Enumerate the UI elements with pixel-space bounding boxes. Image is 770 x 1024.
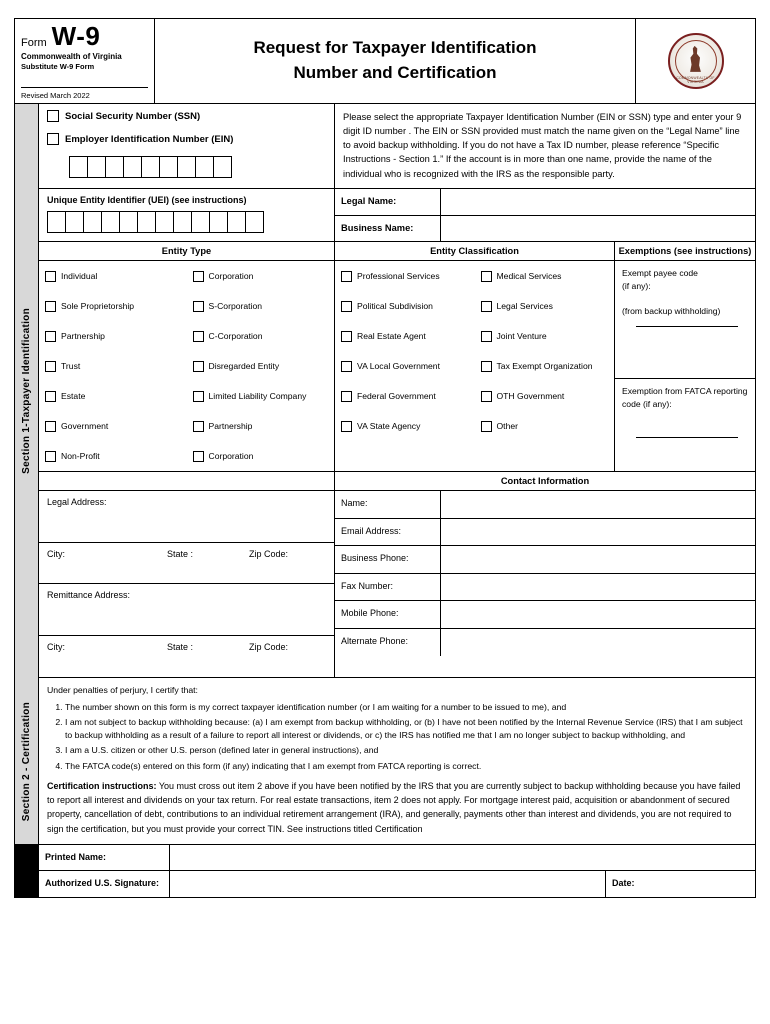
certification-item: 2. I am not subject to backup withholding because: (a) I am exempt from backup withholding, or (b) I have not been notified by the Internal Revenue Service (IRS) that I am subject to backup withholding as a result of a failure to report all interest or dividends, or c) the IRS has notified me that I am no longer subject to backup withholding, and: [65, 716, 745, 741]
legal-name-input[interactable]: [440, 189, 755, 215]
certification-instructions-label: Certification instructions:: [47, 780, 157, 791]
exempt-payee-label-1: Exempt payee code: [622, 268, 698, 278]
option-label: Tax Exempt Organization: [496, 361, 593, 371]
business-name-row: [335, 216, 755, 242]
checkbox-icon[interactable]: [45, 391, 56, 402]
contact-spacer: [39, 472, 335, 490]
certification-item: 1. The number shown on this form is my correct taxpayer identification number (or I am waiting for a number to be issued to me), and: [65, 701, 745, 714]
option-label: Limited Liability Company: [208, 391, 307, 401]
legal-name-label: Legal Name:: [341, 196, 397, 206]
legal-city-label: City:: [47, 549, 65, 559]
entity-type-option[interactable]: [187, 351, 335, 381]
remittance-zip-label: Zip Code:: [249, 642, 289, 652]
form-header: [14, 18, 756, 104]
entity-class-option[interactable]: [475, 261, 615, 291]
printed-name-label: Printed Name:: [45, 852, 107, 863]
contact-email-row: [335, 519, 755, 547]
entity-type-option[interactable]: [187, 321, 335, 351]
entity-class-option[interactable]: [475, 291, 615, 321]
address-column: [39, 491, 335, 677]
form-word-label: Form: [21, 36, 47, 49]
section2-tab: [15, 678, 39, 844]
tin-digit-box[interactable]: [213, 156, 232, 178]
entity-class-option[interactable]: [335, 381, 475, 411]
fatca-input-line[interactable]: [636, 437, 738, 438]
certification-intro: Under penalties of perjury, I certify that:: [47, 685, 198, 695]
signature-wrap: [14, 845, 756, 898]
tin-row: [39, 104, 755, 189]
ein-checkbox-icon[interactable]: [47, 133, 59, 145]
entity-class-option[interactable]: [475, 351, 615, 381]
option-label: Medical Services: [496, 271, 562, 281]
entity-type-option[interactable]: [39, 291, 187, 321]
uei-digit-box[interactable]: [191, 211, 210, 233]
entity-class-option[interactable]: [335, 261, 475, 291]
tin-digit-box[interactable]: [141, 156, 160, 178]
exemptions-column: [615, 261, 755, 471]
checkbox-icon[interactable]: [45, 421, 56, 432]
form-title-line2: Number and Certification: [293, 63, 497, 82]
legal-zip-label: Zip Code:: [249, 549, 289, 559]
entity-classification-header: Entity Classification: [335, 242, 615, 260]
ssn-option[interactable]: [47, 110, 326, 122]
entity-type-option[interactable]: [187, 261, 335, 291]
tin-digit-box[interactable]: [105, 156, 124, 178]
checkbox-icon[interactable]: [481, 361, 492, 372]
option-label: Disregarded Entity: [208, 361, 280, 371]
uei-digit-box[interactable]: [173, 211, 192, 233]
agency-name: Commonwealth of Virginia: [21, 51, 122, 61]
contact-business-phone-row: [335, 546, 755, 574]
checkbox-icon[interactable]: [193, 361, 204, 372]
checkbox-icon[interactable]: [45, 301, 56, 312]
option-label: Joint Venture: [496, 331, 547, 341]
virginia-seal-icon: [668, 33, 724, 89]
authorized-signature-label: Authorized U.S. Signature:: [45, 878, 160, 889]
entity-class-option[interactable]: [335, 321, 475, 351]
tin-digit-box[interactable]: [123, 156, 142, 178]
seal-container: [635, 19, 755, 103]
entity-type-option[interactable]: [39, 351, 187, 381]
printed-name-row: [39, 845, 755, 871]
remittance-address-label: Remittance Address:: [47, 590, 131, 600]
option-label: OTH Government: [496, 391, 565, 401]
contact-name-row: [335, 491, 755, 519]
entity-type-grid: [39, 261, 334, 471]
entity-class-col2: [475, 261, 615, 441]
entity-type-option[interactable]: [187, 381, 335, 411]
fatca-label-1: Exemption from FATCA reporting: [622, 386, 748, 396]
entity-classification-column: [335, 261, 615, 471]
option-label: Partnership: [208, 421, 253, 431]
tin-digit-box[interactable]: [159, 156, 178, 178]
name-fields: [335, 189, 755, 241]
entity-type-option[interactable]: [39, 411, 187, 441]
tin-digit-box[interactable]: [177, 156, 196, 178]
section1-tab-label: Section 1-Taxpayer Identification: [21, 308, 32, 474]
entity-headers-row: [39, 242, 755, 261]
uei-name-row: [39, 189, 755, 242]
contact-alternate-input[interactable]: [440, 629, 755, 657]
entity-type-option[interactable]: [187, 441, 335, 471]
option-label: Professional Services: [357, 271, 440, 281]
section1-content: [39, 104, 755, 678]
form-title-block: [155, 19, 635, 103]
option-label: Government: [61, 421, 109, 431]
certification-text: [39, 678, 755, 844]
contact-mobile-row: [335, 601, 755, 629]
uei-digit-box[interactable]: [101, 211, 120, 233]
option-label: C-Corporation: [208, 331, 263, 341]
remittance-city-row[interactable]: [39, 636, 334, 677]
entity-classification-grid: [335, 261, 614, 441]
checkbox-icon[interactable]: [193, 421, 204, 432]
entity-class-col1: [335, 261, 475, 441]
form-number: W-9: [51, 21, 101, 51]
option-label: VA State Agency: [357, 421, 421, 431]
checkbox-icon[interactable]: [193, 451, 204, 462]
ein-label: Employer Identification Number (EIN): [65, 133, 234, 145]
tin-digit-boxes[interactable]: [69, 156, 326, 178]
option-label: Sole Proprietorship: [61, 301, 135, 311]
certification-list: [47, 701, 745, 773]
contact-name-label: Name:: [341, 498, 368, 508]
section1-tab: [15, 104, 39, 678]
uei-digit-box[interactable]: [227, 211, 246, 233]
exempt-payee-input-line[interactable]: [636, 326, 738, 327]
certification-item: 4. The FATCA code(s) entered on this form (if any) indicating that I am exempt from FATCA reporting is correct.: [65, 760, 745, 773]
section2-tab-label: Section 2 - Certification: [21, 701, 32, 821]
entity-class-option[interactable]: [475, 411, 615, 441]
legal-name-row: [335, 189, 755, 216]
date-field[interactable]: [605, 871, 755, 897]
contact-email-input[interactable]: [440, 519, 755, 546]
uei-label: Unique Entity Identifier (UEI) (see instructions): [47, 195, 247, 205]
exempt-payee-block: [615, 261, 755, 379]
exempt-payee-label-2: (if any):: [622, 280, 651, 291]
contact-information-header: Contact Information: [500, 476, 590, 486]
authorized-signature-input[interactable]: [169, 871, 605, 897]
checkbox-icon[interactable]: [193, 271, 204, 282]
contact-fax-row: [335, 574, 755, 602]
option-label: Trust: [61, 361, 81, 371]
section1-wrap: [14, 104, 756, 678]
option-label: Other: [496, 421, 518, 431]
uei-digit-box[interactable]: [155, 211, 174, 233]
fatca-label-2: code (if any):: [622, 398, 672, 409]
option-label: Corporation: [208, 271, 254, 281]
option-label: Non-Profit: [61, 451, 100, 461]
form-identity-block: [15, 19, 155, 103]
remittance-city-label: City:: [47, 642, 65, 652]
entity-class-option[interactable]: [475, 381, 615, 411]
checkbox-icon[interactable]: [481, 391, 492, 402]
tin-selection: [39, 104, 335, 188]
contact-mobile-label: Mobile Phone:: [341, 608, 399, 618]
legal-address-city-row[interactable]: [39, 543, 334, 584]
contact-fax-input[interactable]: [440, 574, 755, 601]
entity-type-header: Entity Type: [39, 242, 335, 260]
signature-black-bar: [15, 845, 39, 897]
checkbox-icon[interactable]: [341, 331, 352, 342]
entity-type-option[interactable]: [39, 261, 187, 291]
checkbox-icon[interactable]: [341, 391, 352, 402]
checkbox-icon[interactable]: [45, 451, 56, 462]
entity-type-option[interactable]: [39, 321, 187, 351]
revision-date: Revised March 2022: [21, 87, 148, 100]
form-subtitle: Substitute W-9 Form: [21, 61, 95, 71]
exempt-payee-label-3: (from backup withholding): [622, 305, 721, 316]
checkbox-icon[interactable]: [341, 361, 352, 372]
fatca-block: [615, 379, 755, 444]
option-label: Real Estate Agent: [357, 331, 426, 341]
entity-class-option[interactable]: [335, 411, 475, 441]
option-label: Individual: [61, 271, 98, 281]
checkbox-icon[interactable]: [481, 421, 492, 432]
seal-caption: COMMONWEALTH OF VIRGINIA: [676, 76, 715, 84]
option-label: Corporation: [208, 451, 254, 461]
printed-name-input[interactable]: [169, 845, 755, 870]
contact-alternate-row: [335, 629, 755, 657]
checkbox-icon[interactable]: [45, 361, 56, 372]
checkbox-icon[interactable]: [341, 271, 352, 282]
checkbox-icon[interactable]: [341, 301, 352, 312]
signature-row: [39, 871, 755, 897]
entity-type-option[interactable]: [187, 411, 335, 441]
certification-item: 3. I am a U.S. citizen or other U.S. person (defined later in general instructions), and: [65, 744, 745, 757]
contact-alternate-label: Alternate Phone:: [341, 635, 409, 646]
entity-type-col2: [187, 261, 335, 471]
ssn-label: Social Security Number (SSN): [65, 110, 201, 122]
entity-type-option[interactable]: [39, 381, 187, 411]
exemptions-header: Exemptions (see instructions): [618, 246, 752, 256]
checkbox-icon[interactable]: [193, 301, 204, 312]
entity-type-col1: [39, 261, 187, 471]
uei-digit-box[interactable]: [65, 211, 84, 233]
entity-class-option[interactable]: [335, 351, 475, 381]
ssn-checkbox-icon[interactable]: [47, 110, 59, 122]
checkbox-icon[interactable]: [193, 391, 204, 402]
uei-digit-box[interactable]: [83, 211, 102, 233]
option-label: Political Subdivision: [357, 301, 433, 311]
legal-address-label: Legal Address:: [47, 497, 107, 507]
contact-mobile-input[interactable]: [440, 601, 755, 628]
section2-wrap: [14, 678, 756, 845]
contact-body-row: [39, 491, 755, 678]
tin-digit-box[interactable]: [69, 156, 88, 178]
uei-block: [39, 189, 335, 241]
business-name-label: Business Name:: [341, 222, 414, 233]
legal-address-field[interactable]: [39, 491, 334, 543]
seal-figure: [687, 46, 705, 72]
uei-digit-boxes[interactable]: [47, 211, 326, 233]
contact-business-phone-input[interactable]: [440, 546, 755, 573]
certification-instructions-text: You must cross out item 2 above if you have been notified by the IRS that you are currently subject to backup withholding because you have failed to report all interest and dividends on your tax return. For real estate transactions, item 2 does not apply. For mortgage interest paid, acquisition or abandonment of secured property, cancellation of debt, contributions to an individual retirement arrangement (IRA), and generally, payments other than interest and dividends, you are not required to sign the certification, but you must provide your correct TIN. See instructions titled Certification: [47, 780, 741, 834]
entity-type-option[interactable]: [39, 441, 187, 471]
business-name-input[interactable]: [440, 216, 755, 242]
legal-state-label: State :: [167, 549, 194, 559]
tin-digit-box[interactable]: [87, 156, 106, 178]
option-label: Partnership: [61, 331, 105, 341]
uei-digit-box[interactable]: [47, 211, 66, 233]
ein-option[interactable]: [47, 133, 326, 145]
date-label: Date:: [612, 878, 635, 889]
form-title-line1: Request for Taxpayer Identification: [253, 38, 537, 58]
checkbox-icon[interactable]: [45, 271, 56, 282]
checkbox-icon[interactable]: [481, 271, 492, 282]
option-label: Federal Government: [357, 391, 436, 401]
uei-digit-box[interactable]: [137, 211, 156, 233]
uei-digit-box[interactable]: [119, 211, 138, 233]
entity-class-option[interactable]: [335, 291, 475, 321]
tin-instructions: Please select the appropriate Taxpayer Identification Number (EIN or SSN) type and enter your 9 digit ID number . The EIN or SSN provided must match the name given on the “Legal Name” line to avoid backup withholding. If you do not have a Tax ID number, please reference “Specific Instructions - Section 1.” If the account is in more than one name, provide the name of the individual who is recognized with the IRS as the responsible party.: [343, 112, 742, 179]
uei-digit-box[interactable]: [245, 211, 264, 233]
entity-type-column: [39, 261, 335, 471]
contact-fax-label: Fax Number:: [341, 580, 394, 591]
remittance-state-label: State :: [167, 642, 194, 652]
checkbox-icon[interactable]: [45, 331, 56, 342]
contact-fields-column: [335, 491, 755, 677]
contact-email-label: Email Address:: [341, 525, 402, 536]
tin-digit-box[interactable]: [195, 156, 214, 178]
option-label: VA Local Government: [357, 361, 440, 371]
option-label: Legal Services: [496, 301, 553, 311]
checkbox-icon[interactable]: [481, 331, 492, 342]
contact-header-row: [39, 472, 755, 491]
signature-content: [39, 845, 755, 897]
checkbox-icon[interactable]: [193, 331, 204, 342]
remittance-address-field[interactable]: [39, 584, 334, 636]
option-label: Estate: [61, 391, 86, 401]
entity-type-option[interactable]: [187, 291, 335, 321]
entity-body-row: [39, 261, 755, 472]
option-label: S-Corporation: [208, 301, 262, 311]
uei-digit-box[interactable]: [209, 211, 228, 233]
contact-business-phone-label: Business Phone:: [341, 553, 409, 563]
checkbox-icon[interactable]: [481, 301, 492, 312]
entity-class-option[interactable]: [475, 321, 615, 351]
contact-name-input[interactable]: [440, 491, 755, 518]
certification-instructions: [47, 779, 745, 837]
checkbox-icon[interactable]: [341, 421, 352, 432]
